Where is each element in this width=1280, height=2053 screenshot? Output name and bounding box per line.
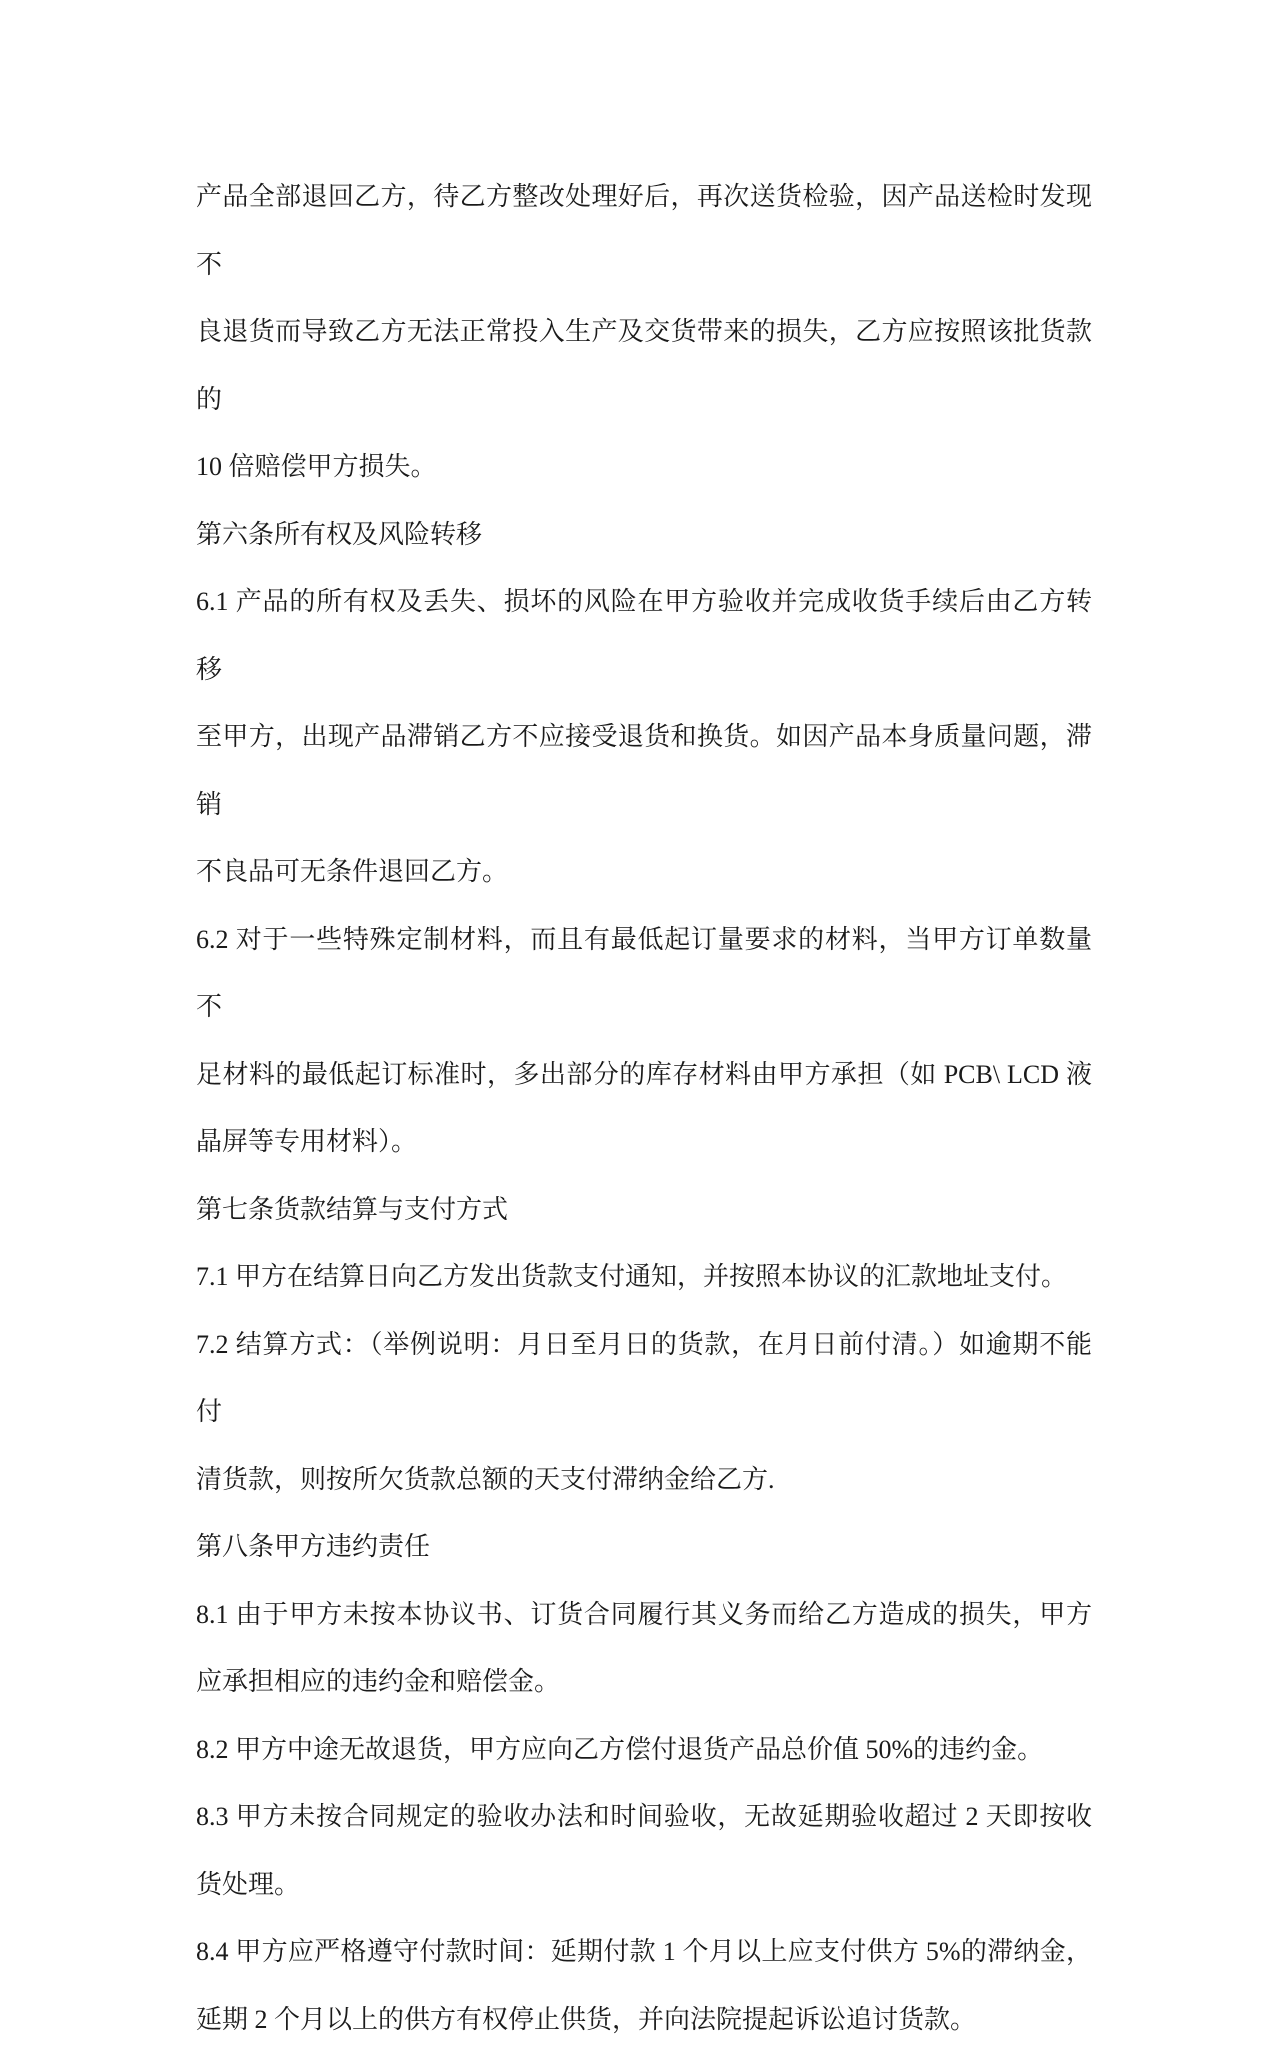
text-line: 货处理。 <box>196 1851 1092 1919</box>
text-line: 晶屏等专用材料）。 <box>196 1108 1092 1176</box>
text-line: 6.1 产品的所有权及丢失、损坏的风险在甲方验收并完成收货手续后由乙方转移 <box>196 568 1092 703</box>
text-line: 8.1 由于甲方未按本协议书、订货合同履行其义务而给乙方造成的损失，甲方 <box>196 1581 1092 1649</box>
text-line: 良退货而导致乙方无法正常投入生产及交货带来的损失，乙方应按照该批货款的 <box>196 298 1092 433</box>
heading-text: 第七条货款结算与支付方式 <box>196 1176 1092 1244</box>
text-line: 不良品可无条件退回乙方。 <box>196 838 1092 906</box>
text-line: 8.4 甲方应严格遵守付款时间：延期付款 1 个月以上应支付供方 5%的滞纳金， <box>196 1918 1092 1986</box>
text-line: 7.2 结算方式：（举例说明：月日至月日的货款，在月日前付清。）如逾期不能付 <box>196 1311 1092 1446</box>
text-line: 应承担相应的违约金和赔偿金。 <box>196 1648 1092 1716</box>
text-line: 7.1 甲方在结算日向乙方发出货款支付通知，并按照本协议的汇款地址支付。 <box>196 1243 1092 1311</box>
clause-8-4 <box>196 1918 1092 2053</box>
paragraph-intro <box>196 163 1092 501</box>
clause-8-1 <box>196 1581 1092 1716</box>
text-line: 8.3 甲方未按合同规定的验收办法和时间验收，无故延期验收超过 2 天即按收 <box>196 1783 1092 1851</box>
text-line: 6.2 对于一些特殊定制材料，而且有最低起订量要求的材料，当甲方订单数量不 <box>196 906 1092 1041</box>
clause-6-1 <box>196 568 1092 906</box>
text-line: 延期 2 个月以上的供方有权停止供货，并向法院提起诉讼追讨货款。 <box>196 1986 1092 2053</box>
text-line: 足材料的最低起订标准时，多出部分的库存材料由甲方承担（如 PCB\ LCD 液 <box>196 1041 1092 1109</box>
section-heading-8 <box>196 1513 1092 1581</box>
section-heading-7 <box>196 1176 1092 1244</box>
text-line: 至甲方，出现产品滞销乙方不应接受退货和换货。如因产品本身质量问题，滞销 <box>196 703 1092 838</box>
text-line: 产品全部退回乙方，待乙方整改处理好后，再次送货检验，因产品送检时发现不 <box>196 163 1092 298</box>
clause-7-2 <box>196 1311 1092 1514</box>
clause-7-1 <box>196 1243 1092 1311</box>
text-line: 清货款，则按所欠货款总额的天支付滞纳金给乙方. <box>196 1446 1092 1514</box>
section-heading-6 <box>196 501 1092 569</box>
document-body <box>196 163 1092 2053</box>
clause-8-3 <box>196 1783 1092 1918</box>
clause-6-2 <box>196 906 1092 1176</box>
clause-8-2 <box>196 1716 1092 1784</box>
text-line: 8.2 甲方中途无故退货，甲方应向乙方偿付退货产品总价值 50%的违约金。 <box>196 1716 1092 1784</box>
heading-text: 第六条所有权及风险转移 <box>196 501 1092 569</box>
text-line: 10 倍赔偿甲方损失。 <box>196 433 1092 501</box>
heading-text: 第八条甲方违约责任 <box>196 1513 1092 1581</box>
